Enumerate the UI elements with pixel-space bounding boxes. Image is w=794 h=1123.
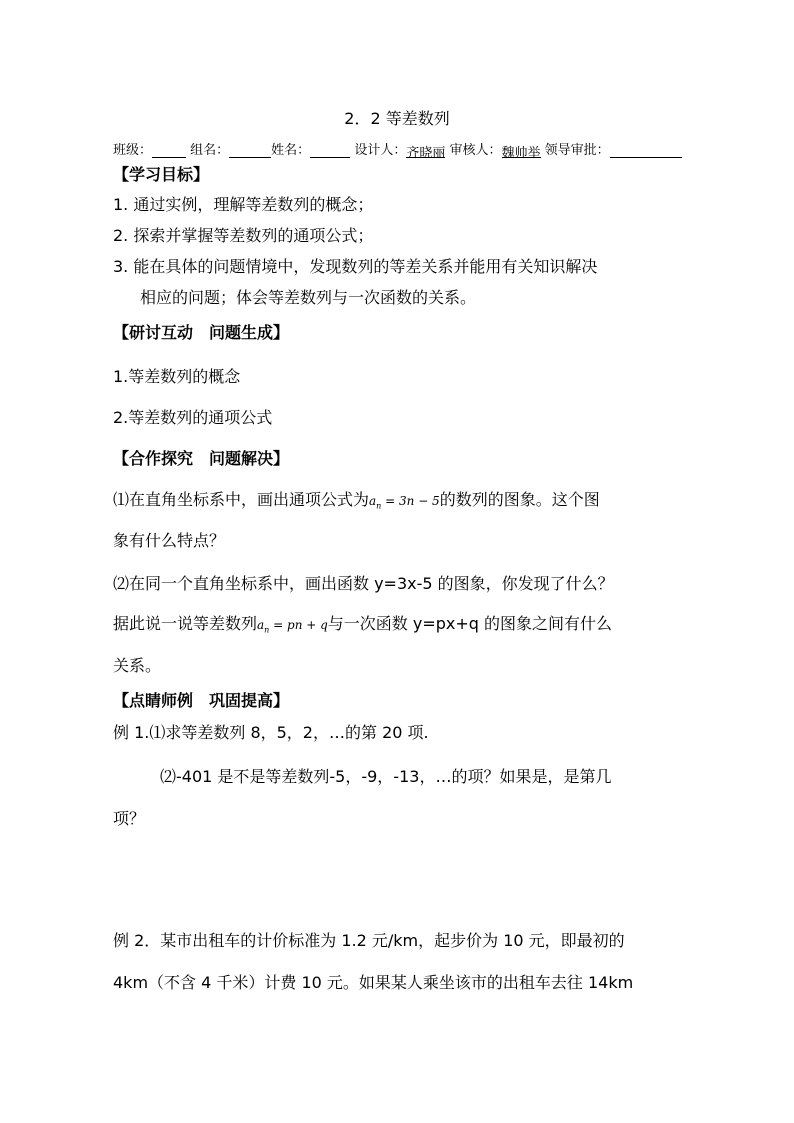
group-blank xyxy=(229,142,271,158)
reviewer-value: 魏帅举 xyxy=(502,142,541,158)
example-2: 例 2．某市出租车的计价标准为 1.2 元/km，起步价为 10 元，即最初的 xyxy=(113,931,625,950)
approver-blank xyxy=(610,142,682,158)
class-blank xyxy=(152,142,186,158)
discussion-heading: 【研讨互动 问题生成】 xyxy=(113,323,290,342)
group-label: 组名： xyxy=(190,143,230,158)
objective-item: 2. 探索并掌握等差数列的通项公式； xyxy=(113,226,374,245)
examples-heading: 【点睛师例 巩固提高】 xyxy=(113,691,290,710)
approver-label: 领导审批： xyxy=(544,143,610,158)
info-line xyxy=(113,139,682,161)
question-2-line: ⑵在同一个直角坐标系中，画出函数 y=3x-5 的图象，你发现了什么？ xyxy=(113,574,614,593)
example-2-continued: 4km（不含 4 千米）计费 10 元。如果某人乘坐该市的出租车去往 14km xyxy=(113,973,634,992)
objectives-heading: 【学习目标】 xyxy=(113,165,210,184)
class-label: 班级： xyxy=(113,143,153,158)
name-label: 姓名： xyxy=(271,143,311,158)
designer-value: 齐晓丽 xyxy=(406,142,445,158)
objective-item: 3. 能在具体的问题情境中，发现数列的等差关系并能用有关知识解决 xyxy=(113,257,598,276)
example-1-part-2: ⑵-401 是不是等差数列-5，-9，-13，…的项？如果是，是第几 xyxy=(160,767,612,786)
designer-label: 设计人： xyxy=(354,143,407,158)
question-2-continued: 关系。 xyxy=(113,656,162,675)
question-2-line-2: 据此说一说等差数列$a_n$ = pn + q与一次函数 y=px+q 的图象之间有什么 xyxy=(113,614,613,635)
question-1-continued: 象有什么特点？ xyxy=(113,531,226,550)
reviewer-label: 审核人： xyxy=(449,143,502,158)
example-1-continued: 项？ xyxy=(113,809,146,828)
name-blank xyxy=(310,142,350,158)
cooperation-heading: 【合作探究 问题解决】 xyxy=(113,449,290,468)
discussion-item: 1.等差数列的概念 xyxy=(113,367,241,386)
question-1-line: ⑴在直角坐标系中，画出通项公式为$a_n = 3n - 5$的数列的图象。这个图 xyxy=(113,490,600,511)
formula-an-pn-q: $a_n$ = pn + q xyxy=(257,618,328,635)
example-1: 例 1.⑴求等差数列 8，5，2，…的第 20 项. xyxy=(113,723,429,742)
objective-item: 1. 通过实例，理解等差数列的概念； xyxy=(113,195,374,214)
page-title: 2．2 等差数列 xyxy=(344,109,450,128)
discussion-item: 2.等差数列的通项公式 xyxy=(113,408,273,427)
objective-item-continued: 相应的问题；体会等差数列与一次函数的关系。 xyxy=(140,288,477,307)
formula-an-3n-5: $a_n = 3n - 5$ xyxy=(369,494,440,511)
